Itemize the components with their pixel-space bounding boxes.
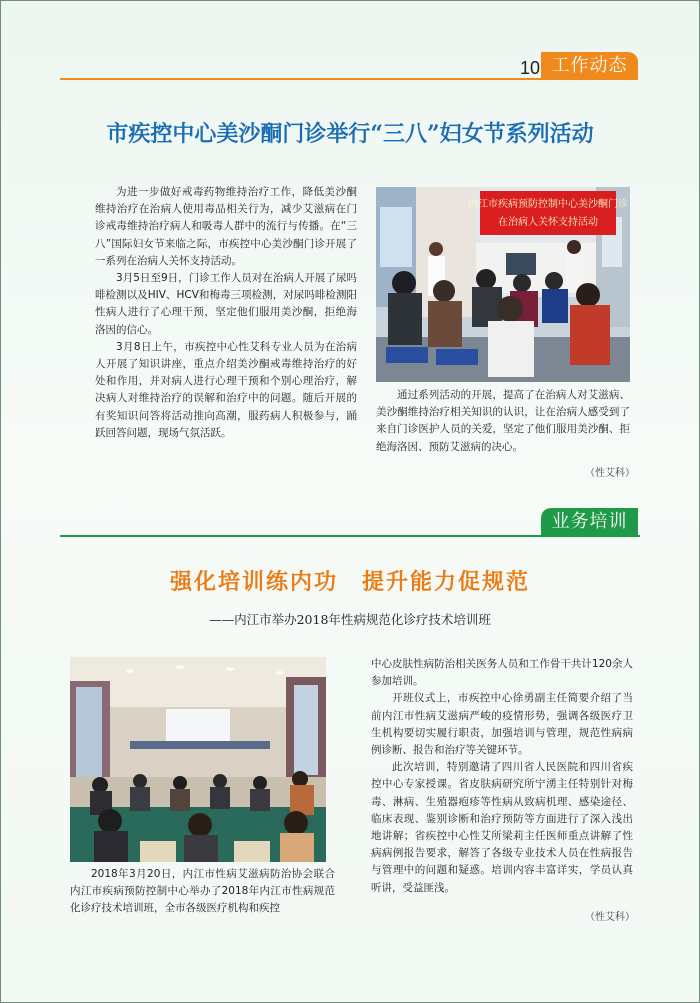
article1-paragraph: 3月8日上午，市疾控中心性艾科专业人员为在治病人开展了知识讲座，重点介绍美沙酮戒毒维持治疗的好处和作用，并对病人进行心理干预和个别心理治疗，解决病人对维持治疗的误解和治疗中的问题。随后开展的有奖知识问答将活动推向高潮，服药病人积极参与，踊跃回答问题，现场气氛活跃。 (95, 340, 357, 439)
article1-photo (376, 187, 630, 382)
article1-title: 市疾控中心美沙酮门诊举行“三八”妇女节系列活动 (106, 121, 594, 147)
article1-body (95, 184, 357, 442)
banner-text-line1: 内江市疾病预防控制中心美沙酮门诊 (468, 199, 628, 210)
page-number: 10 (519, 58, 540, 78)
article2-paragraph: 2018年3月20日，内江市性病艾滋病防治协会联合内江市疾病预防控制中心举办了2018年内江市性病规范化诊疗技术培训班，全市各级医疗机构和疾控 (70, 868, 335, 915)
article2-paragraph: 开班仪式上，市疾控中心徐勇副主任简要介绍了当前内江市性病艾滋病严峻的疫情形势，强调各级医疗卫生机构要切实履行职责，加强培训与管理，规范性病病例诊断、报告和治疗等关键环节。 (371, 692, 633, 757)
article1-signature: （性艾科） (585, 468, 635, 479)
caption-text: 通过系列活动的开展，提高了在治病人对艾滋病、美沙酮维持治疗相关知识的认识，让在治病人感受到了来自门诊医护人员的关爱，坚定了他们服用美沙酮、拒绝海洛因、预防艾滋病的决心。 (376, 389, 630, 453)
section2-rule (60, 535, 640, 537)
article2-signature: （性艾科） (585, 912, 635, 923)
article2-paragraph: 此次培训，特别邀请了四川省人民医院和四川省疾控中心专家授课。省皮肤病研究所宁湧主任特别针对梅毒、淋病、生殖器疱疹等性病从致病机理、感染途径、临床表现、鉴别诊断和治疗预防等方面进行了深入浅出地讲解；省疾控中心性艾所梁莉主任医师重点讲解了性病病例报告要求，解答了各级专业技术人员在性病报告与管理中的问题和疑惑。培训内容丰富详实，学员认真听讲，受益匪浅。 (371, 761, 633, 894)
banner-text-line2: 在治病人关怀支持活动 (498, 217, 598, 228)
header-rule (60, 78, 638, 80)
article1-caption (376, 387, 630, 456)
article2-subtitle: ——内江市举办2018年性病规范化诊疗技术培训班 (209, 612, 491, 627)
article2-left-column (70, 866, 335, 918)
section-tab-training: 业务培训 (541, 508, 638, 536)
section-tab-work-news: 工作动态 (541, 52, 638, 80)
article1-paragraph: 为进一步做好戒毒药物维持治疗工作，降低美沙酮维持治疗在治病人使用毒品相关行为，减少艾滋病在门诊戒毒维持治疗病人和吸毒人群中的流行与传播。在“三八”国际妇女节来临之际，市疾控中心美沙酮门诊开展了一系列在治病人关怀支持活动。 (95, 186, 357, 267)
article2-title: 强化培训练内功 提升能力促规范 (169, 569, 530, 595)
article2-right-column (371, 656, 633, 897)
article2-photo (70, 657, 326, 862)
article1-paragraph: 3月5日至9日，门诊工作人员对在治病人开展了尿吗啡检测以及HIV、HCV和梅毒三项检测，对尿吗啡检测阳性病人进行了心理干预，坚定他们服用美沙酮，拒绝海洛因的信心。 (95, 272, 357, 336)
article2-paragraph: 中心皮肤性病防治相关医务人员和工作骨干共计120余人参加培训。 (371, 658, 633, 688)
